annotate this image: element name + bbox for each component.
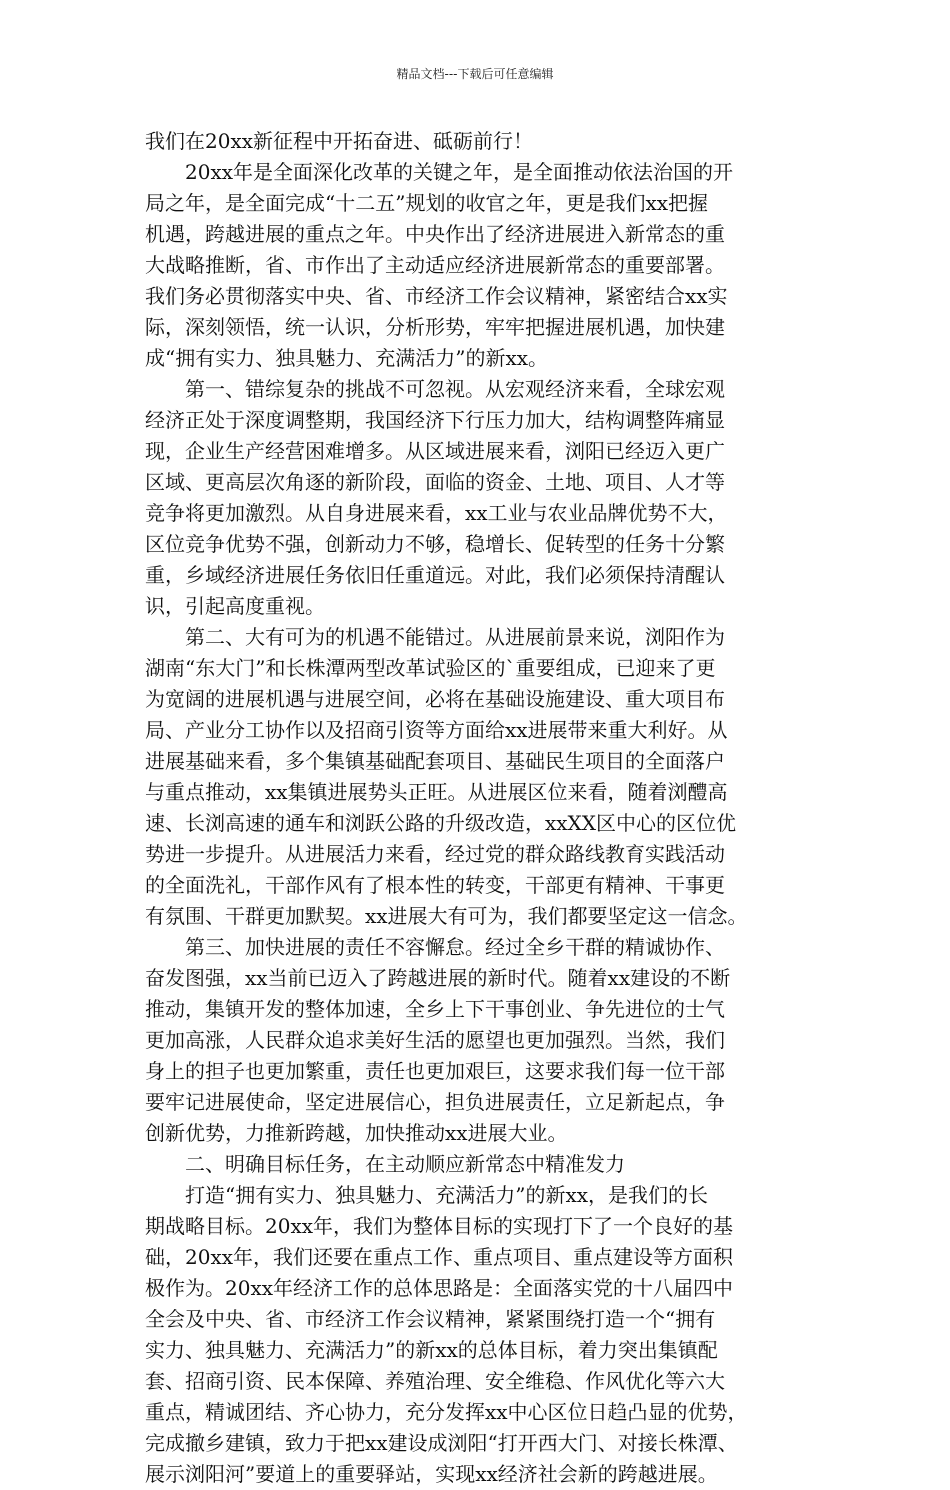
text-line: 竞争将更加激烈。从自身进展来看，xx工业与农业品牌优势不大， xyxy=(145,501,728,525)
text-line: 创新优势，力推新跨越，加快推动xx进展大业。 xyxy=(145,1121,568,1145)
text-line: 大战略推断，省、市作出了主动适应经济进展新常态的重要部署。 xyxy=(145,253,725,277)
text-line: 打造“拥有实力、独具魅力、充满活力”的新xx，是我们的长 xyxy=(185,1183,709,1207)
text-line: 全会及中央、省、市经济工作会议精神，紧紧围绕打造一个“拥有 xyxy=(145,1307,716,1331)
text-line: 第三、加快进展的责任不容懈怠。经过全乡干群的精诚协作、 xyxy=(185,935,725,959)
text-line: 际，深刻领悟，统一认识，分析形势，牢牢把握进展机遇，加快建 xyxy=(145,315,725,339)
text-line: 经济正处于深度调整期，我国经济下行压力加大，结构调整阵痛显 xyxy=(145,408,725,432)
text-line: 础，20xx年，我们还要在重点工作、重点项目、重点建设等方面积 xyxy=(145,1245,734,1269)
text-line: 期战略目标。20xx年，我们为整体目标的实现打下了一个良好的基 xyxy=(145,1214,734,1238)
text-line: 二、明确目标任务，在主动顺应新常态中精准发力 xyxy=(185,1152,625,1176)
text-line: 我们在20xx新征程中开拓奋进、砥砺前行！ xyxy=(145,129,534,153)
text-line: 身上的担子也更加繁重，责任也更加艰巨，这要求我们每一位干部 xyxy=(145,1059,725,1083)
text-line: 区域、更高层次角逐的新阶段，面临的资金、土地、项目、人才等 xyxy=(145,470,725,494)
text-line: 识，引起高度重视。 xyxy=(145,594,325,618)
text-line: 重，乡域经济进展任务依旧任重道远。对此，我们必须保持清醒认 xyxy=(145,563,725,587)
text-line: 局、产业分工协作以及招商引资等方面给xx进展带来重大利好。从 xyxy=(145,718,728,742)
text-line: 更加高涨，人民群众追求美好生活的愿望也更加强烈。当然，我们 xyxy=(145,1028,725,1052)
text-line: 极作为。20xx年经济工作的总体思路是：全面落实党的十八届四中 xyxy=(145,1276,734,1300)
text-line: 要牢记进展使命，坚定进展信心，担负进展责任，立足新起点，争 xyxy=(145,1090,725,1114)
text-line: 重点，精诚团结、齐心协力，充分发挥xx中心区位日趋凸显的优势， xyxy=(145,1400,748,1424)
text-line: 完成撤乡建镇，致力于把xx建设成浏阳“打开西大门、对接长株潭、 xyxy=(145,1431,738,1455)
text-line: 第二、大有可为的机遇不能错过。从进展前景来说，浏阳作为 xyxy=(185,625,725,649)
text-line: 20xx年是全面深化改革的关键之年，是全面推动依法治国的开 xyxy=(185,160,734,184)
text-line: 套、招商引资、民本保障、养殖治理、安全维稳、作风优化等六大 xyxy=(145,1369,725,1393)
page-header: 精品文档---下载后可任意编辑 xyxy=(396,67,554,81)
document-body xyxy=(145,126,813,1490)
text-line: 现，企业生产经营困难增多。从区域进展来看，浏阳已经迈入更广 xyxy=(145,439,725,463)
text-line: 展示浏阳河”要道上的重要驿站，实现xx经济社会新的跨越进展。 xyxy=(145,1462,718,1486)
text-line: 为宽阔的进展机遇与进展空间，必将在基础设施建设、重大项目布 xyxy=(145,687,725,711)
text-line: 与重点推动，xx集镇进展势头正旺。从进展区位来看，随着浏醴高 xyxy=(145,780,728,804)
text-line: 局之年，是全面完成“十二五”规划的收官之年，更是我们xx把握 xyxy=(145,191,709,215)
text-line: 奋发图强，xx当前已迈入了跨越进展的新时代。随着xx建设的不断 xyxy=(145,966,731,990)
text-line: 的全面洗礼，干部作风有了根本性的转变，干部更有精神、干事更 xyxy=(145,873,725,897)
text-line: 区位竞争优势不强，创新动力不够，稳增长、促转型的任务十分繁 xyxy=(145,532,725,556)
text-line: 成“拥有实力、独具魅力、充满活力”的新xx。 xyxy=(145,346,549,370)
text-line: 第一、错综复杂的挑战不可忽视。从宏观经济来看，全球宏观 xyxy=(185,377,725,401)
text-line: 机遇，跨越进展的重点之年。中央作出了经济进展进入新常态的重 xyxy=(145,222,725,246)
text-line: 湖南“东大门”和长株潭两型改革试验区的`重要组成，已迎来了更 xyxy=(145,656,716,680)
text-line: 进展基础来看，多个集镇基础配套项目、基础民生项目的全面落户 xyxy=(145,749,725,773)
text-line: 势进一步提升。从进展活力来看，经过党的群众路线教育实践活动 xyxy=(145,842,725,866)
text-line: 有氛围、干群更加默契。xx进展大有可为，我们都要坚定这一信念。 xyxy=(145,904,748,928)
text-line: 推动，集镇开发的整体加速，全乡上下干事创业、争先进位的士气 xyxy=(145,997,725,1021)
text-line: 我们务必贯彻落实中央、省、市经济工作会议精神，紧密结合xx实 xyxy=(145,284,728,308)
text-line: 实力、独具魅力、充满活力”的新xx的总体目标，着力突出集镇配 xyxy=(145,1338,718,1362)
text-line: 速、长浏高速的通车和浏跃公路的升级改造，xxXX区中心的区位优 xyxy=(145,811,737,835)
